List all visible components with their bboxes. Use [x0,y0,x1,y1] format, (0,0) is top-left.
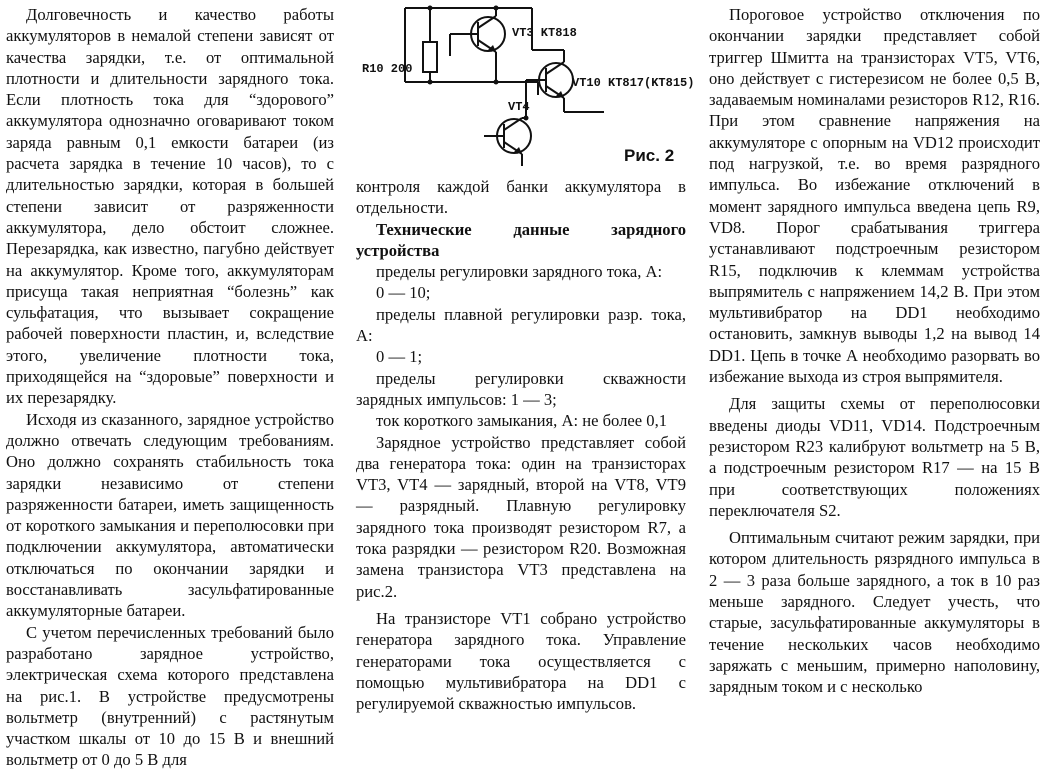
paragraph: Оптимальным считают режим зарядки, при котором длительность рязрядного импульса в 2 — 3 раза больше зарядного, а ток в 10 раз меньше зарядного. Следует учесть, что старые, засульфатированные аккумуляторы в течение нескольких часов необходимо заряжать с меньшим, примерно наполовину, зарядным током и с несколько [709,528,1040,697]
column-middle [356,176,686,714]
paragraph: С учетом перечисленных требований было разработано зарядное устройство, электрическая схема которого представлена на рис.1. В устройстве предусмотрены вольтметр (внутренний) с растянутым участком шкалы от 10 до 15 В и внешний вольтметр от 0 до 5 В для [6,622,334,770]
spec-line: пределы регулировки скважности зарядных импульсов: 1 — 3; [356,368,686,409]
paragraph: контроля каждой банки аккумулятора в отдельности. [356,177,686,218]
spec-line: пределы регулировки зарядного тока, А: [376,262,663,282]
spec-line: ток короткого замыкания, А: не более 0,1 [376,411,668,431]
paragraph: Зарядное устройство представляет собой два генератора тока: один на транзисторах VT3, VT4 — зарядный, второй на VT8, VT9 — разрядный. Плавную регулировку зарядного тока производят резистором R7, а тока разрядки — резистором R20. Возможная замена транзистора VT3 представлена на рис.2. [356,432,686,601]
label-vt10: VT10 KT817(KT815) [572,76,695,90]
spec-title: Технические данные зарядного устройства [356,219,686,260]
label-vt4: VT4 [508,100,530,114]
paragraph: На транзисторе VT1 собрано устройство генератора зарядного тока. Управление генераторами тока осуществляется с помощью мультивибратора на DD1 с регулируемой скважностью импульсов. [356,608,686,714]
label-r10: R10 200 [362,62,413,76]
paragraph: Долговечность и качество работы аккумуляторов в немалой степени зависят от качества зарядки, т.е. от оптимальной плотности и длительности зарядного тока. Если плотность тока для “здорового” аккумулятора однозначно оговаривают током заряда равным 0,1 емкости батареи (из расчета зарядка в течение 10 часов), то с длительностью зарядки, которая в большей степени зависит от разряженности аккумулятора, дело обстоит сложнее. Перезарядка, как известно, пагубно действует на аккумулятор. Кроме того, аккумуляторам присуща такая неприятная “болезнь” как сульфатация, что вызывает сокращение рабочей поверхности пластин, и, вследствие этого, увеличение плотности тока, приходящейся на “здоровые” поверхности и их перезарядку. [6,5,334,408]
figure-2-circuit [360,0,695,176]
spec-value: 0 — 10; [376,283,431,303]
paragraph: Исходя из сказанного, зарядное устройство должно отвечать следующим требованиям. Оно должно сохранять стабильность тока зарядки независимо от степени разряженности батареи, иметь защищенность от короткого замыкания и переполюсовки при подключении аккумулятора, автоматически отключаться по окончании зарядки и восстанавливать засульфатированные аккумуляторные батареи. [6,409,334,621]
label-vt3: VT3 KT818 [512,26,577,40]
spec-line: пределы плавной регулировки разр. тока, А: [356,304,686,346]
figure-caption: Рис. 2 [624,146,675,165]
column-right [709,4,1040,698]
spec-value: 0 — 1; [376,347,423,367]
column-left [6,4,334,771]
paragraph: Для защиты схемы от переполюсовки введены диоды VD11, VD14. Подстроечным резистором R23 калибруют вольтметр на 5 В, а подстроечным резистором R17 — на 15 В при соответствующих положениях переключателя S2. [709,394,1040,520]
paragraph: Пороговое устройство отключения по окончании зарядки представляет собой триггер Шмитта на транзисторах VT5, VT6, оно действует с гистерезисом не более 0,5 В, задаваемым номиналами резисторов R12, R16. При этом сравнение напряжения на аккумуляторе с опорным на VD12 происходит под нагрузкой, т.е. во время разрядного импульса. Во избежание отключений в момент зарядного импульса введена цепь R9, VD8. Порог срабатывания триггера устанавливают подстроечным резистором R15, подключив к клеммам устройства выпрямитель с напряжением 14,2 В. При этом мультивибратор на DD1 необходимо остановить, замкнув выводы 1,2 на вывод 14 DD1. Цепь в точке А необходимо разорвать во избежание выхода из строя выпрямителя. [709,5,1040,387]
